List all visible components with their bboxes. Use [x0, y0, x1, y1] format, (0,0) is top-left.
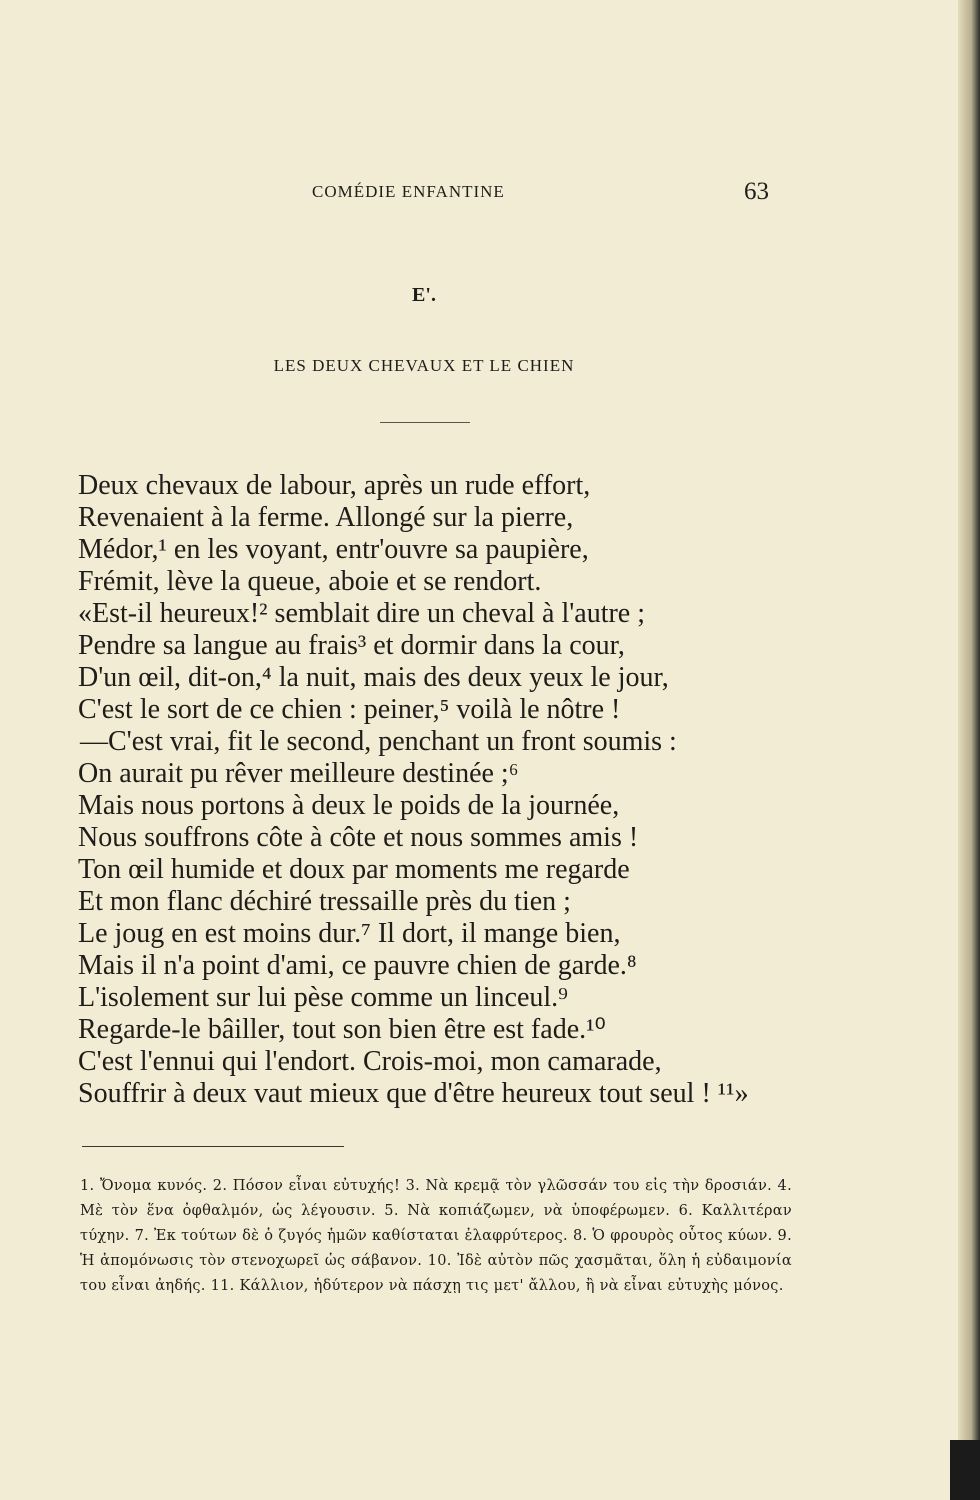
- running-title: COMÉDIE ENFANTINE: [312, 182, 505, 201]
- verse-line: C'est le sort de ce chien : peiner,⁵ voilà le nôtre !: [78, 694, 621, 725]
- verse-line: Revenaient à la ferme. Allongé sur la pierre,: [78, 502, 574, 533]
- verse-line: Frémit, lève la queue, aboie et se rendort.: [78, 566, 542, 597]
- running-header: [0, 178, 980, 208]
- section-number: E'.: [412, 284, 436, 306]
- verse-line: Ton œil humide et doux par moments me regarde: [78, 854, 630, 885]
- verse-line: Médor,¹ en les voyant, entr'ouvre sa paupière,: [78, 534, 589, 565]
- verse-line: L'isolement sur lui pèse comme un linceul.⁹: [78, 982, 568, 1013]
- verse-line: Pendre sa langue au frais³ et dormir dans la cour,: [78, 630, 625, 661]
- verse-line: Et mon flanc déchiré tressaille près du tien ;: [78, 886, 571, 917]
- verse-line: Souffrir à deux vaut mieux que d'être heureux tout seul ! ¹¹»: [78, 1078, 749, 1109]
- footnote-divider: [82, 1146, 344, 1147]
- verse-line: D'un œil, dit-on,⁴ la nuit, mais des deux yeux le jour,: [78, 662, 669, 693]
- fable-title: LES DEUX CHEVAUX ET LE CHIEN: [273, 356, 575, 375]
- page-number: 63: [744, 178, 769, 205]
- verse-line: Regarde-le bâiller, tout son bien être est fade.¹⁰: [78, 1014, 606, 1045]
- title-divider: [380, 422, 470, 423]
- verse-line: On aurait pu rêver meilleure destinée ;⁶: [78, 758, 519, 789]
- verse-line: —C'est vrai, fit le second, penchant un front soumis :: [80, 726, 677, 757]
- page-corner-shadow: [950, 1440, 980, 1500]
- verse-line: Mais il n'a point d'ami, ce pauvre chien de garde.⁸: [78, 950, 637, 981]
- verse-line: C'est l'ennui qui l'endort. Crois-moi, mon camarade,: [78, 1046, 662, 1077]
- verse-line: Deux chevaux de labour, après un rude effort,: [78, 470, 591, 501]
- verse-line: Mais nous portons à deux le poids de la journée,: [78, 790, 620, 821]
- page-edge: [958, 0, 980, 1500]
- footnotes: 1. Ὄνομα κυνός. 2. Πόσον εἶναι εὐτυχής! 3. Νὰ κρεμᾷ τὸν γλῶσσάν του εἰς τὴν δροσιάν. 4. Μὲ τὸν ἕνα ὀφθαλμόν, ὡς λέγουσιν. 5. Νὰ κοπιάζωμεν, νὰ ὑποφέρωμεν. 6. Καλλιτέραν τύχην. 7. Ἐκ τούτων δὲ ὁ ζυγός ἡμῶν καθίσταται ἐλαφρύτερος. 8. Ὁ φρουρὸς οὗτος κύων. 9. Ἡ ἀπομόνωσις τὸν στενοχωρεῖ ὡς σάβανον. 10. Ἰδὲ αὐτὸν πῶς χασμᾶται, ὅλη ἡ εὐδαιμονία του εἶναι ἀηδής. 11. Κάλλιον, ἡδύτερον νὰ πάσχῃ τις μετ' ἄλλου, ἢ νὰ εἶναι εὐτυχὴς μόνος.: [80, 1178, 792, 1294]
- verse-line: Nous souffrons côte à côte et nous sommes amis !: [78, 822, 639, 853]
- verse-line: Le joug en est moins dur.⁷ Il dort, il mange bien,: [78, 918, 621, 949]
- poem: [78, 470, 798, 1110]
- verse-line: «Est-il heureux!² semblait dire un cheval à l'autre ;: [78, 598, 646, 629]
